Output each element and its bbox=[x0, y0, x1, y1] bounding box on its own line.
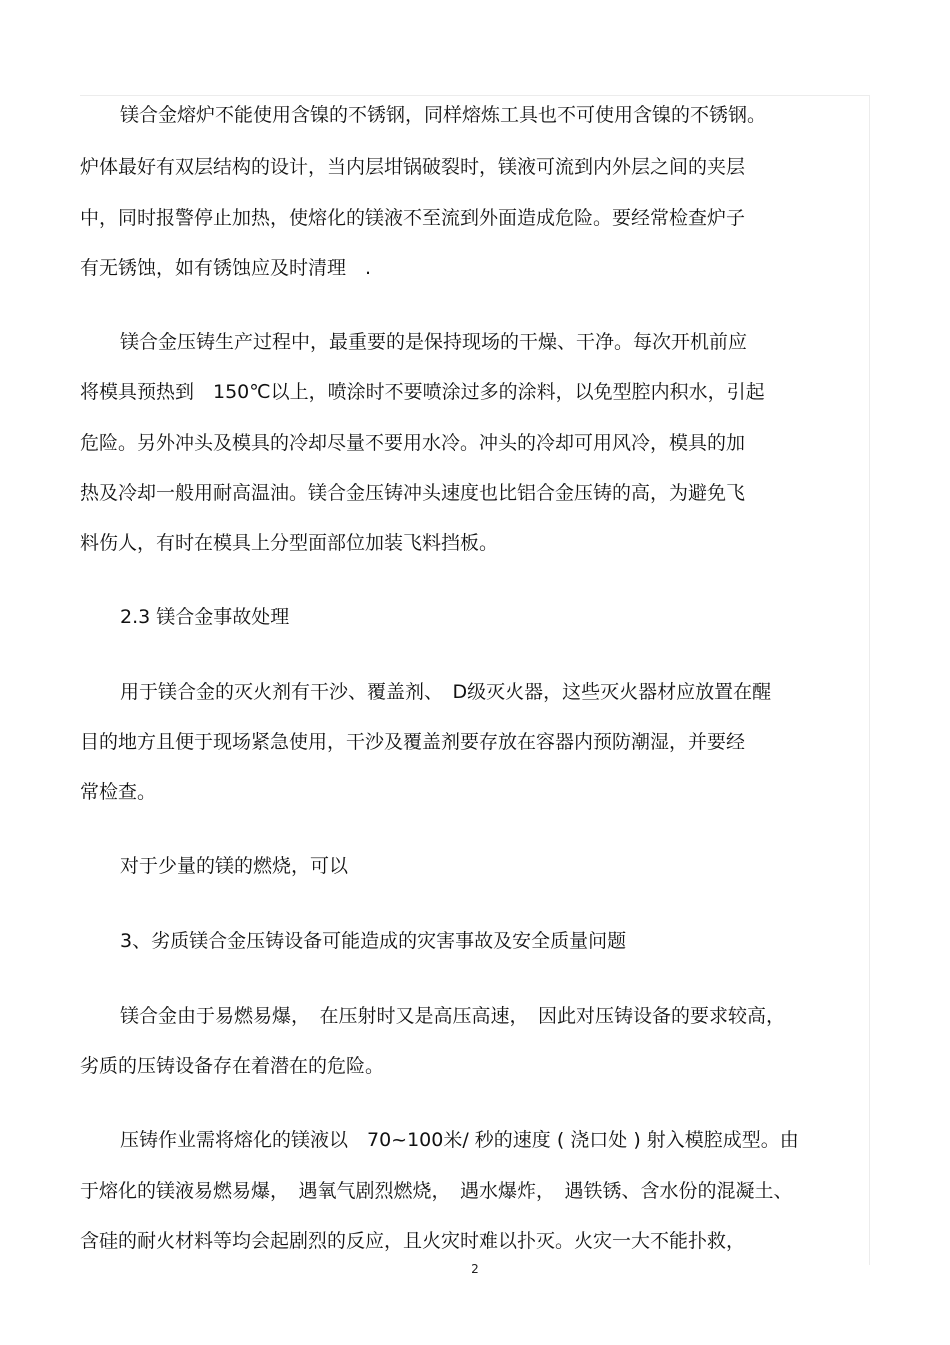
section-heading-2-3: 2.3 镁合金事故处理 bbox=[120, 606, 290, 628]
paragraph-2-line-4: 热及冷却一般用耐高温油。镁合金压铸冲头速度也比铝合金压铸的高，为避免飞 bbox=[80, 482, 746, 504]
paragraph-5-line-1: 镁合金由于易燃易爆， 在压射时又是高压高速， 因此对压铸设备的要求较高， bbox=[120, 1005, 786, 1027]
paragraph-3-line-2: 目的地方且便于现场紧急使用，干沙及覆盖剂要存放在容器内预防潮湿，并要经 bbox=[80, 731, 746, 753]
paragraph-3-line-1: 用于镁合金的灭火剂有干沙、覆盖剂、 D级灭火器，这些灭火器材应放置在醒 bbox=[120, 681, 772, 703]
paragraph-2-line-5: 料伤人，有时在模具上分型面部位加装飞料挡板。 bbox=[80, 532, 499, 554]
paragraph-5-line-2: 劣质的压铸设备存在着潜在的危险。 bbox=[80, 1055, 385, 1077]
paragraph-4-line-1: 对于少量的镁的燃烧，可以 bbox=[120, 855, 349, 877]
paragraph-6-line-3: 含硅的耐火材料等均会起剧烈的反应，且火灾时难以扑灭。火灾一大不能扑救， bbox=[80, 1230, 746, 1252]
page-border-right bbox=[869, 95, 870, 1265]
paragraph-1-line-2: 炉体最好有双层结构的设计，当内层坩锅破裂时，镁液可流到内外层之间的夹层 bbox=[80, 156, 746, 178]
paragraph-3-line-3: 常检查。 bbox=[80, 781, 157, 803]
paragraph-2-line-1: 镁合金压铸生产过程中，最重要的是保持现场的干燥、干净。每次开机前应 bbox=[120, 331, 748, 353]
section-heading-3: 3、劣质镁合金压铸设备可能造成的灾害事故及安全质量问题 bbox=[120, 930, 627, 952]
paragraph-6-line-2: 于熔化的镁液易燃易爆， 遇氧气剧烈燃烧， 遇水爆炸， 遇铁锈、含水份的混凝土、 bbox=[80, 1180, 793, 1202]
page-number: 2 bbox=[471, 1262, 479, 1276]
paragraph-2-line-3: 危险。另外冲头及模具的冷却尽量不要用水冷。冲头的冷却可用风冷，模具的加 bbox=[80, 432, 746, 454]
paragraph-1-line-4: 有无锈蚀，如有锈蚀应及时清理 . bbox=[80, 257, 372, 279]
paragraph-1-line-1: 镁合金熔炉不能使用含镍的不锈钢，同样熔炼工具也不可使用含镍的不锈钢。 bbox=[120, 104, 767, 126]
paragraph-2-line-2: 将模具预热到 150℃以上，喷涂时不要喷涂过多的涂料，以免型腔内积水，引起 bbox=[80, 381, 765, 403]
paragraph-6-line-1: 压铸作业需将熔化的镁液以 70~100米/ 秒的速度 ( 浇口处 ) 射入模腔成型。由 bbox=[120, 1129, 799, 1151]
page-border-top bbox=[80, 95, 870, 96]
paragraph-1-line-3: 中，同时报警停止加热，使熔化的镁液不至流到外面造成危险。要经常检查炉子 bbox=[80, 207, 746, 229]
